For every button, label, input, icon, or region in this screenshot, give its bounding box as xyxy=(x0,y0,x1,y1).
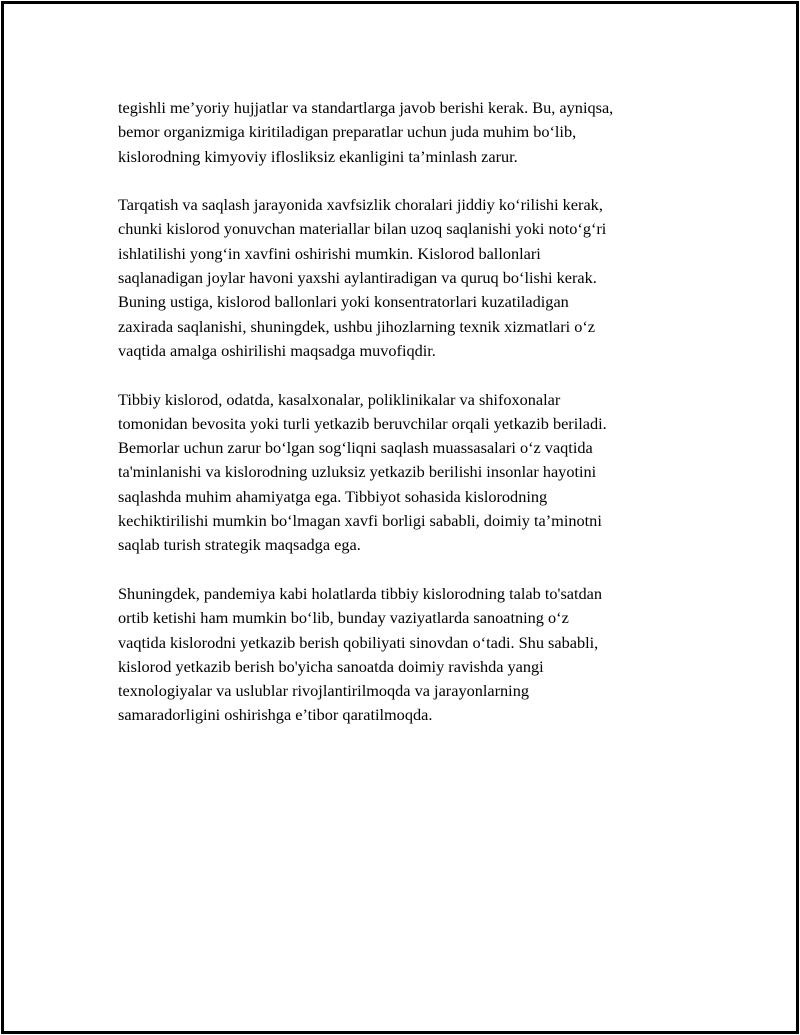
text-line: saqlashda muhim ahamiyatga ega. Tibbiyot sohasida kislorodning xyxy=(118,486,548,506)
text-line: ortib ketishi ham mumkin bo‘lib, bunday vaziyatlarda sanoatning o‘z xyxy=(118,608,569,628)
text-line: kechiktirilishi mumkin bo‘lmagan xavfi borligi sababli, doimiy ta’minotni xyxy=(118,511,602,531)
text-line: bemor organizmiga kiritiladigan preparatlar uchun juda muhim bo‘lib, xyxy=(118,122,577,142)
paragraph-2 xyxy=(118,193,708,363)
text-line: Bemorlar uchun zarur bo‘lgan sog‘liqni saqlash muassasalari o‘z vaqtida xyxy=(118,438,593,458)
text-line: vaqtida amalga oshirilishi maqsadga muvofiqdir. xyxy=(118,340,436,360)
text-line: samaradorligini oshirishga e’tibor qaratilmoqda. xyxy=(118,705,433,725)
document-body xyxy=(118,96,708,728)
text-line: kislorod yetkazib berish bo'yicha sanoatda doimiy ravishda yangi xyxy=(118,656,544,676)
text-line: tomonidan bevosita yoki turli yetkazib beruvchilar orqali yetkazib beriladi. xyxy=(118,413,607,433)
text-line: Buning ustiga, kislorod ballonlari yoki konsentratorlari kuzatiladigan xyxy=(118,292,569,312)
text-line: saqlab turish strategik maqsadga ega. xyxy=(118,535,361,555)
text-line: zaxirada saqlanishi, shuningdek, ushbu jihozlarning texnik xizmatlari o‘z xyxy=(118,316,596,336)
paragraph-spacer xyxy=(118,169,708,193)
text-line: saqlanadigan joylar havoni yaxshi aylantiradigan va quruq bo‘lishi kerak. xyxy=(118,268,597,288)
text-line: Shuningdek, pandemiya kabi holatlarda tibbiy kislorodning talab to'satdan xyxy=(118,583,603,603)
text-line: vaqtida kislorodni yetkazib berish qobiliyati sinovdan o‘tadi. Shu sababli, xyxy=(118,632,599,652)
text-line: tegishli me’yoriy hujjatlar va standartlarga javob berishi kerak. Bu, ayniqsa, xyxy=(118,98,614,117)
document-page xyxy=(1,1,799,1034)
paragraph-3 xyxy=(118,388,708,558)
text-line: Tarqatish va saqlash jarayonida xavfsizlik choralari jiddiy ko‘rilishi kerak, xyxy=(118,195,603,215)
paragraph-4 xyxy=(118,582,708,728)
paragraph-1 xyxy=(118,96,708,169)
text-line: kislorodning kimyoviy iflosliksiz ekanligini ta’minlash zarur. xyxy=(118,146,518,166)
text-line: ishlatilishi yong‘in xavfini oshirishi mumkin. Kislorod ballonlari xyxy=(118,243,541,263)
paragraph-spacer xyxy=(118,363,708,387)
text-line: ta'minlanishi va kislorodning uzluksiz yetkazib berilishi insonlar hayotini xyxy=(118,462,597,482)
text-line: chunki kislorod yonuvchan materiallar bilan uzoq saqlanishi yoki noto‘g‘ri xyxy=(118,219,607,239)
paragraph-spacer xyxy=(118,558,708,582)
text-line: texnologiyalar va uslublar rivojlantirilmoqda va jarayonlarning xyxy=(118,681,529,701)
text-line: Tibbiy kislorod, odatda, kasalxonalar, poliklinikalar va shifoxonalar xyxy=(118,389,561,409)
